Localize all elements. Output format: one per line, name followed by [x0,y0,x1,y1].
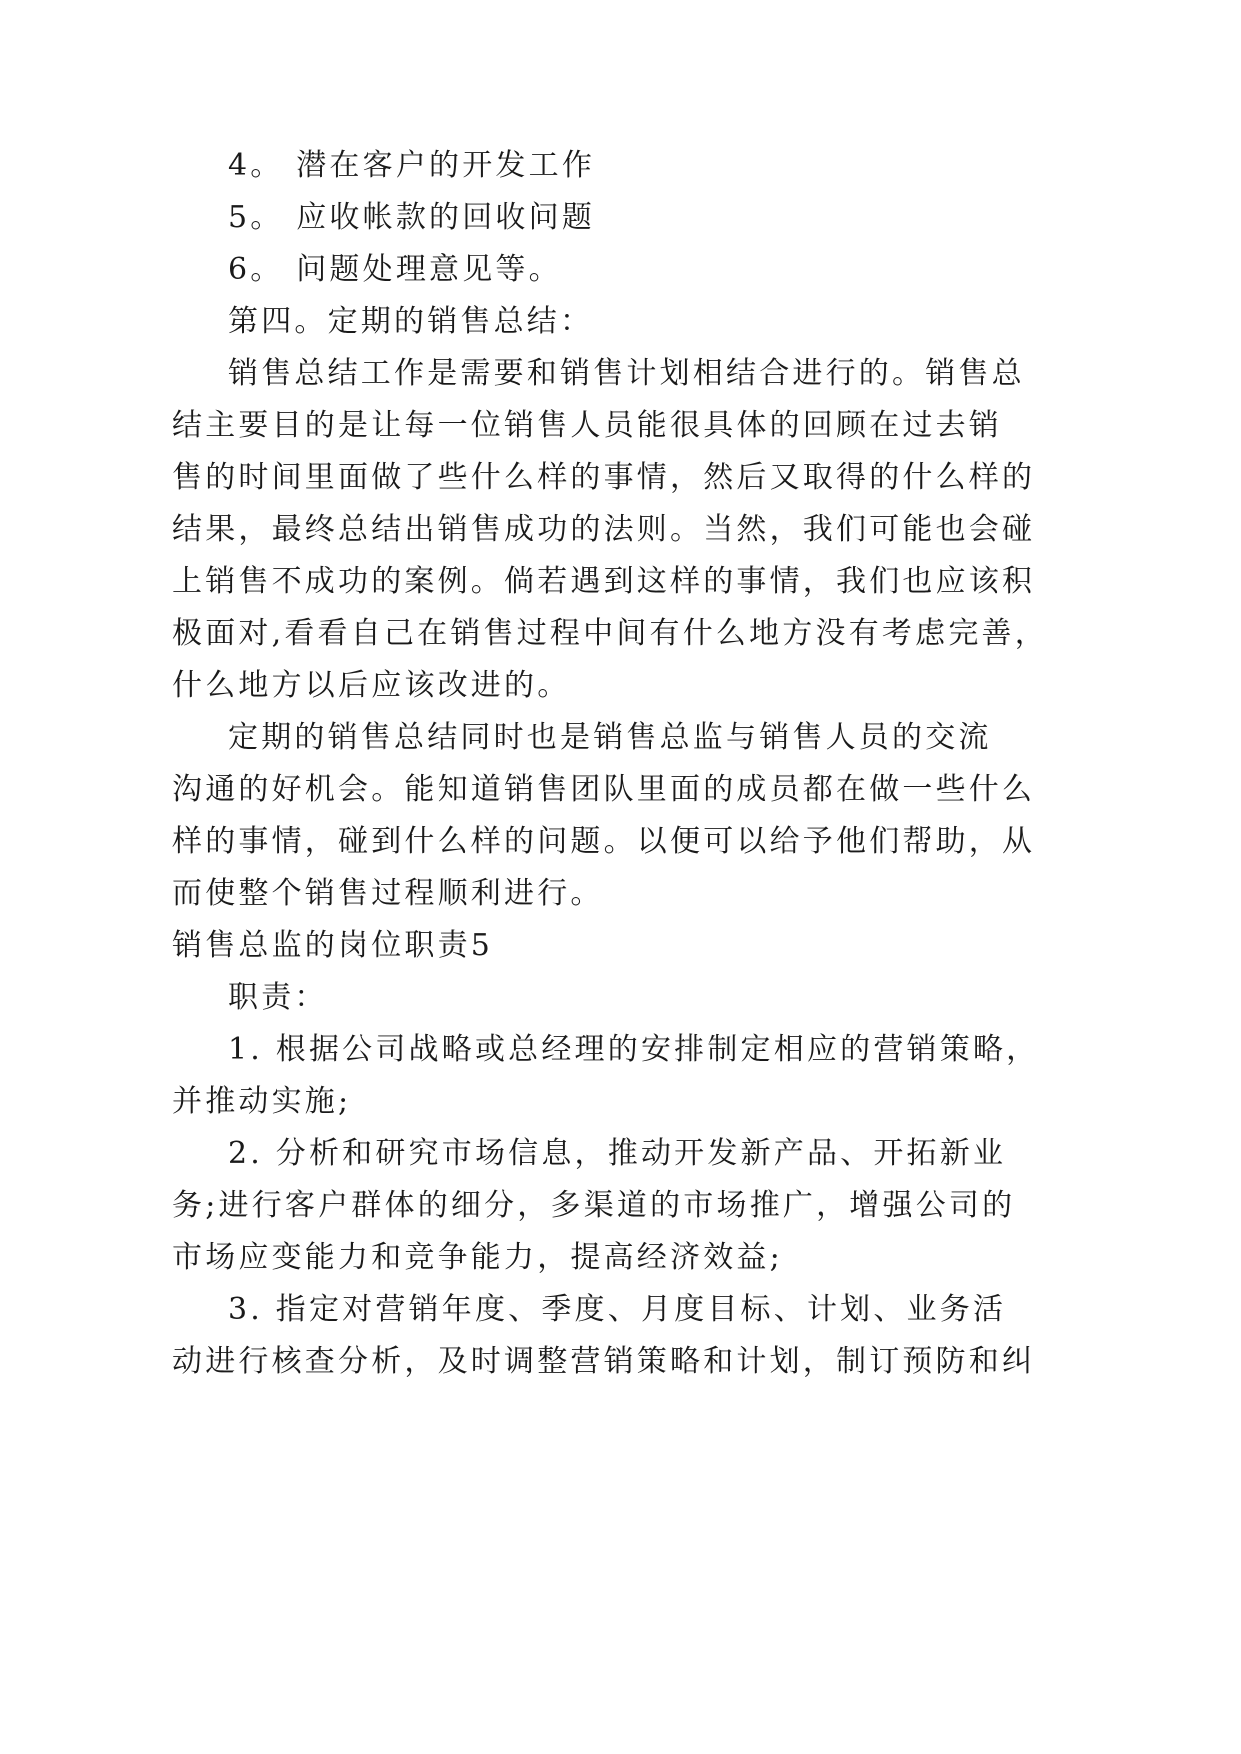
list-item-5: 5。 应收帐款的回收问题 [228,200,596,235]
paragraph-line: 定期的销售总结同时也是销售总监与销售人员的交流 [228,720,992,755]
duty-item-1-cont: 并推动实施; [172,1084,352,1119]
paragraph-line: 而使整个销售过程顺利进行。 [172,876,604,911]
list-item-4: 4。 潜在客户的开发工作 [228,148,596,183]
paragraph-line: 样的事情，碰到什么样的问题。以便可以给予他们帮助，从 [172,824,1036,859]
paragraph-line: 什么地方以后应该改进的。 [172,668,571,703]
paragraph-line: 极面对,看看自己在销售过程中间有什么地方没有考虑完善， [172,616,1048,651]
duty-item-3-cont: 动进行核查分析，及时调整营销策略和计划，制订预防和纠 [172,1344,1036,1379]
duty-item-2-cont: 市场应变能力和竞争能力，提高经济效益; [172,1240,783,1275]
section-heading-4: 第四。定期的销售总结： [228,304,594,339]
duty-item-3: 3. 指定对营销年度、季度、月度目标、计划、业务活 [228,1292,1007,1327]
duties-label: 职责： [228,980,328,1015]
paragraph-line: 结果，最终总结出销售成功的法则。当然，我们可能也会碰 [172,512,1036,547]
paragraph-line: 上销售不成功的案例。倘若遇到这样的事情，我们也应该积 [172,564,1036,599]
duty-item-2: 2. 分析和研究市场信息，推动开发新产品、开拓新业 [228,1136,1007,1171]
paragraph-line: 销售总结工作是需要和销售计划相结合进行的。销售总 [228,356,1025,391]
section-title: 销售总监的岗位职责5 [172,928,494,963]
duty-item-1: 1. 根据公司战略或总经理的安排制定相应的营销策略， [228,1032,1040,1067]
duty-item-2-cont: 务;进行客户群体的细分，多渠道的市场推广，增强公司的 [172,1188,1016,1223]
list-item-6: 6。 问题处理意见等。 [228,252,562,287]
paragraph-line: 沟通的好机会。能知道销售团队里面的成员都在做一些什么 [172,772,1036,807]
paragraph-line: 售的时间里面做了些什么样的事情，然后又取得的什么样的 [172,460,1036,495]
paragraph-line: 结主要目的是让每一位销售人员能很具体的回顾在过去销 [172,408,1002,443]
